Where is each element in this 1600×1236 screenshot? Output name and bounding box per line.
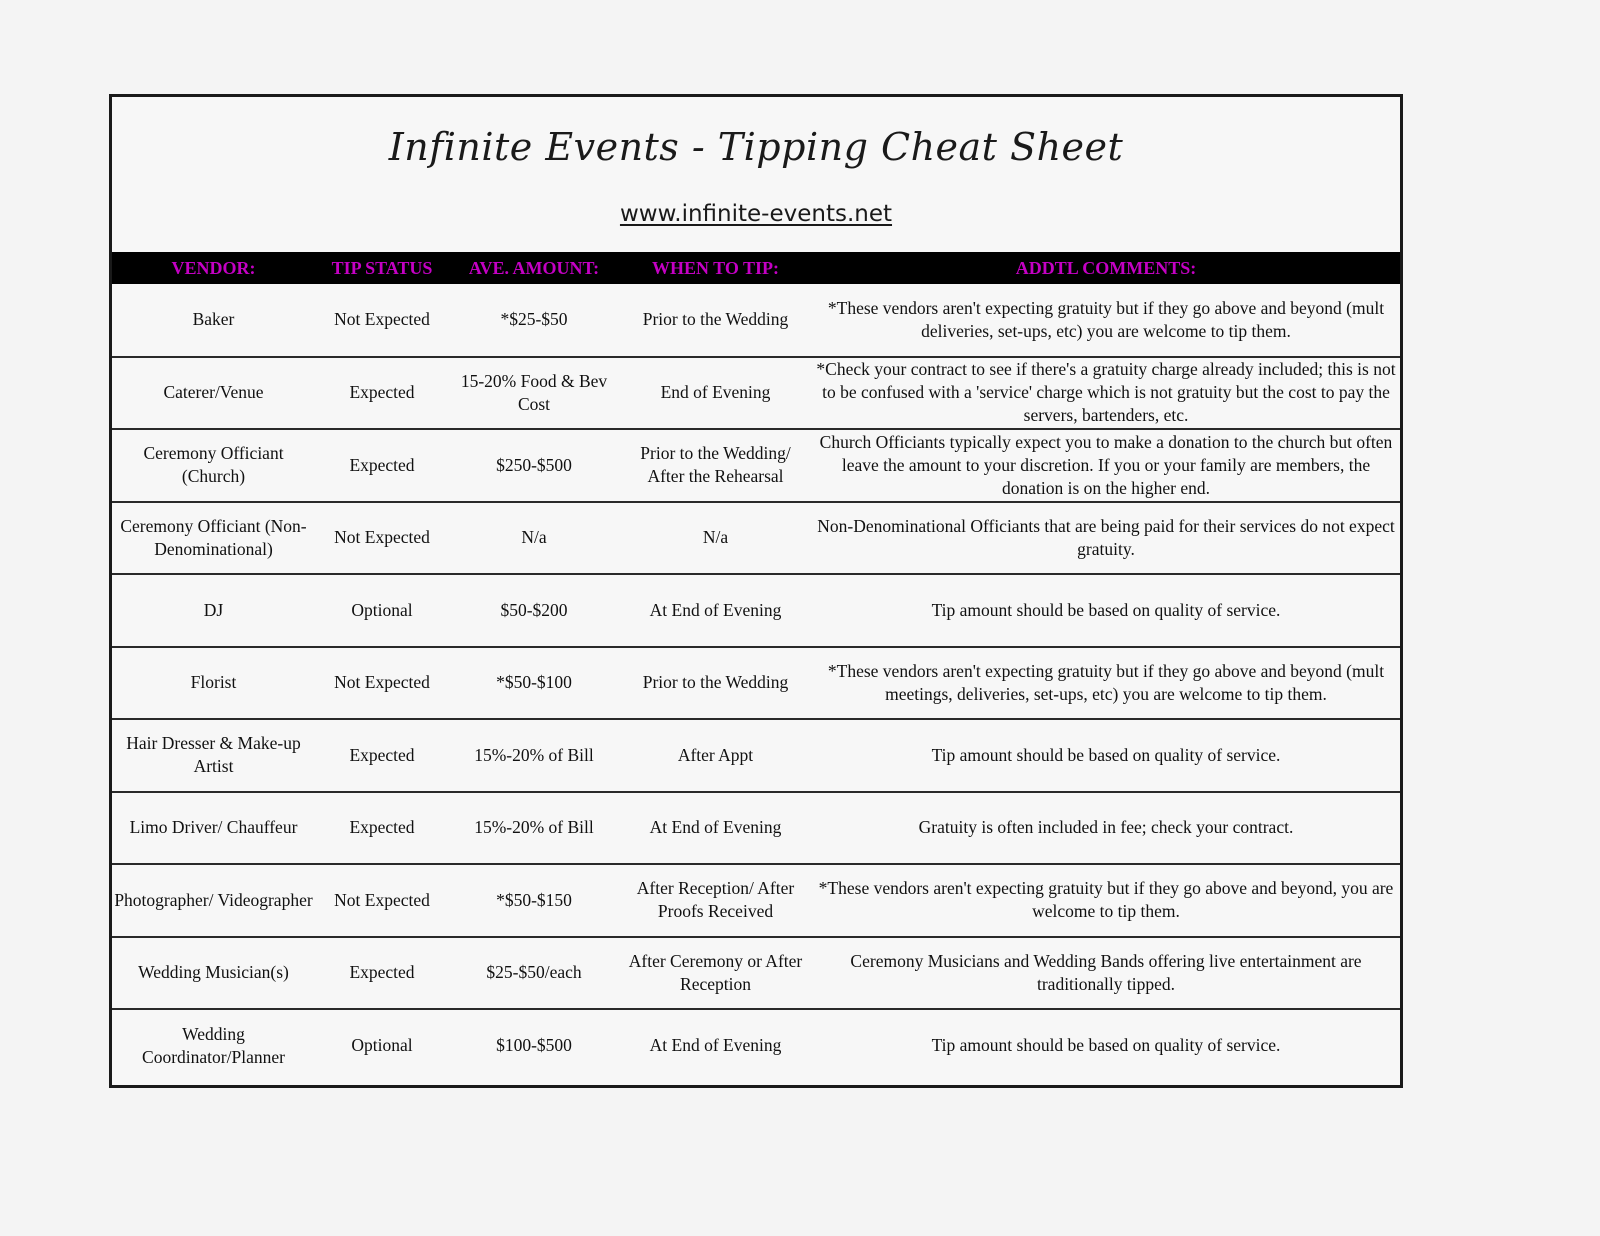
table-row bbox=[112, 647, 1400, 720]
comments-cell: *These vendors aren't expecting gratuity but if they go above and beyond (mult meetings, deliveries, set-ups, etc) you are welcome to tip them. bbox=[812, 647, 1400, 720]
when-to-tip-cell: After Appt bbox=[619, 719, 812, 792]
ave-amount-cell: 15%-20% of Bill bbox=[449, 719, 619, 792]
vendor-cell: Ceremony Officiant (Non-Denominational) bbox=[112, 502, 315, 575]
header-when-to-tip: WHEN TO TIP: bbox=[619, 252, 812, 284]
comments-cell: Tip amount should be based on quality of service. bbox=[812, 719, 1400, 792]
header-ave-amount: AVE. AMOUNT: bbox=[449, 252, 619, 284]
comments-cell: *These vendors aren't expecting gratuity but if they go above and beyond, you are welcome to tip them. bbox=[812, 864, 1400, 937]
table-row bbox=[112, 937, 1400, 1010]
vendor-cell: Baker bbox=[192, 309, 235, 330]
tip-status-cell: Expected bbox=[315, 357, 449, 430]
tip-status-cell: Not Expected bbox=[334, 309, 430, 330]
ave-amount-cell: N/a bbox=[449, 502, 619, 575]
ave-amount-cell: *$50-$100 bbox=[449, 647, 619, 720]
vendor-cell: Caterer/Venue bbox=[112, 357, 315, 430]
vendor-cell: Hair Dresser & Make-up Artist bbox=[112, 719, 315, 792]
comments-cell: Church Officiants typically expect you to make a donation to the church but often leave the amount to your discretion. If you or your family are members, the donation is on the higher end. bbox=[812, 429, 1400, 502]
vendor-cell: DJ bbox=[112, 574, 315, 647]
tip-status-cell: Expected bbox=[315, 429, 449, 502]
comments-cell: Ceremony Musicians and Wedding Bands offering live entertainment are traditionally tipped. bbox=[812, 937, 1400, 1010]
table-row bbox=[112, 357, 1400, 430]
comments-cell: *Check your contract to see if there's a gratuity charge already included; this is not to be confused with a 'service' charge which is not gratuity but the cost to pay the servers, bartenders, etc. bbox=[812, 357, 1400, 430]
when-to-tip-cell: After Reception/ After Proofs Received bbox=[619, 864, 812, 937]
tip-status-cell: Expected bbox=[315, 937, 449, 1010]
table-row bbox=[112, 792, 1400, 865]
tip-status-cell: Optional bbox=[315, 574, 449, 647]
table-row bbox=[112, 502, 1400, 575]
when-to-tip-cell: N/a bbox=[619, 502, 812, 575]
vendor-cell: Florist bbox=[112, 647, 315, 720]
ave-amount-cell: *$25-$50 bbox=[500, 309, 568, 330]
ave-amount-cell: *$50-$150 bbox=[449, 864, 619, 937]
comments-cell: Tip amount should be based on quality of service. bbox=[812, 1009, 1400, 1082]
when-to-tip-cell: At End of Evening bbox=[619, 792, 812, 865]
tip-status-cell: Not Expected bbox=[315, 864, 449, 937]
vendor-cell: Ceremony Officiant (Church) bbox=[112, 429, 315, 502]
ave-amount-cell: $25-$50/each bbox=[449, 937, 619, 1010]
table-row bbox=[112, 429, 1400, 502]
vendor-cell: Photographer/ Videographer bbox=[112, 864, 315, 937]
comments-cell: Tip amount should be based on quality of service. bbox=[812, 574, 1400, 647]
table-row bbox=[112, 574, 1400, 647]
header-addtl-comments: ADDTL COMMENTS: bbox=[812, 252, 1400, 284]
ave-amount-cell: 15-20% Food & Bev Cost bbox=[449, 357, 619, 430]
table-row bbox=[112, 1009, 1400, 1082]
website-link[interactable]: www.infinite-events.net bbox=[619, 201, 893, 227]
when-to-tip-cell: Prior to the Wedding/ After the Rehearsal bbox=[619, 429, 812, 502]
table-row bbox=[112, 719, 1400, 792]
when-to-tip-cell: At End of Evening bbox=[619, 1009, 812, 1082]
tip-status-cell: Not Expected bbox=[315, 502, 449, 575]
header-tip-status: TIP STATUS bbox=[315, 252, 449, 284]
page-title: Infinite Events - Tipping Cheat Sheet bbox=[388, 125, 1124, 169]
table-row bbox=[112, 864, 1400, 937]
table-header-row bbox=[112, 252, 1400, 284]
tip-status-cell: Optional bbox=[315, 1009, 449, 1082]
vendor-cell: Wedding Musician(s) bbox=[112, 937, 315, 1010]
when-to-tip-cell: End of Evening bbox=[619, 357, 812, 430]
tip-status-cell: Not Expected bbox=[315, 647, 449, 720]
when-to-tip-cell: Prior to the Wedding bbox=[642, 309, 789, 330]
tip-status-cell: Expected bbox=[315, 719, 449, 792]
tipping-table bbox=[112, 252, 1400, 1082]
when-to-tip-cell: At End of Evening bbox=[619, 574, 812, 647]
comments-cell: Non-Denominational Officiants that are being paid for their services do not expect gratuity. bbox=[812, 502, 1400, 575]
ave-amount-cell: 15%-20% of Bill bbox=[449, 792, 619, 865]
when-to-tip-cell: Prior to the Wedding bbox=[619, 647, 812, 720]
table-row bbox=[112, 284, 1400, 357]
ave-amount-cell: $50-$200 bbox=[449, 574, 619, 647]
comments-cell: *These vendors aren't expecting gratuity but if they go above and beyond (mult deliveries, set-ups, etc) you are welcome to tip them. bbox=[827, 297, 1385, 341]
vendor-cell: Limo Driver/ Chauffeur bbox=[112, 792, 315, 865]
table-body bbox=[112, 284, 1400, 1082]
header-vendor: VENDOR: bbox=[112, 252, 315, 284]
when-to-tip-cell: After Ceremony or After Reception bbox=[619, 937, 812, 1010]
tip-status-cell: Expected bbox=[315, 792, 449, 865]
tipping-cheat-sheet bbox=[109, 94, 1403, 1088]
ave-amount-cell: $250-$500 bbox=[449, 429, 619, 502]
vendor-cell: Wedding Coordinator/Planner bbox=[112, 1009, 315, 1082]
comments-cell: Gratuity is often included in fee; check your contract. bbox=[812, 792, 1400, 865]
ave-amount-cell: $100-$500 bbox=[449, 1009, 619, 1082]
